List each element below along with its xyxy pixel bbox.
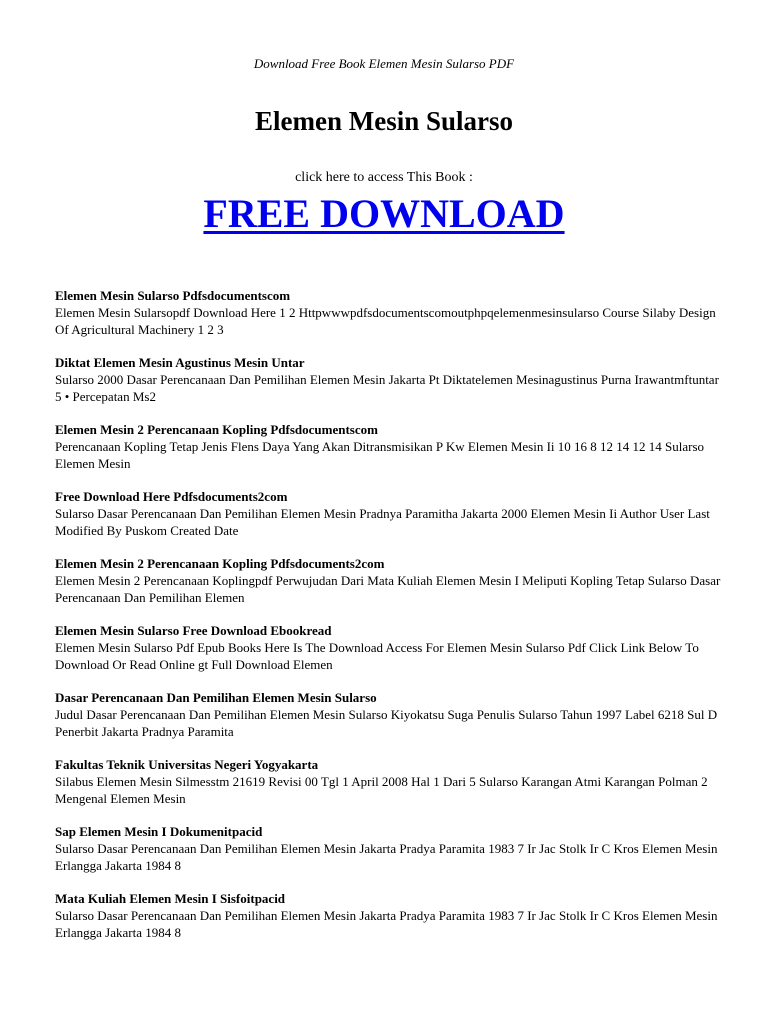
running-header: Download Free Book Elemen Mesin Sularso PDF — [253, 56, 515, 71]
entry-description: Elemen Mesin 2 Perencanaan Koplingpdf Perwujudan Dari Mata Kuliah Elemen Mesin I Meliputi Kopling Tetap Sularso Dasar Perencanaan Dan Pemilihan Elemen — [55, 573, 721, 605]
list-item — [55, 488, 725, 539]
list-item — [55, 622, 725, 673]
entry-title: Diktat Elemen Mesin Agustinus Mesin Untar — [55, 355, 305, 370]
entry-title: Fakultas Teknik Universitas Negeri Yogyakarta — [55, 757, 319, 772]
entry-description: Silabus Elemen Mesin Silmesstm 21619 Revisi 00 Tgl 1 April 2008 Hal 1 Dari 5 Sularso Karangan Atmi Karangan Polman 2 Mengenal Elemen Mesin — [55, 774, 708, 806]
entry-title: Elemen Mesin Sularso Free Download Ebookread — [55, 623, 332, 638]
entry-title: Dasar Perencanaan Dan Pemilihan Elemen Mesin Sularso — [55, 690, 377, 705]
entry-title: Sap Elemen Mesin I Dokumenitpacid — [55, 824, 263, 839]
list-item — [55, 354, 725, 405]
list-item — [55, 689, 725, 740]
list-item — [55, 756, 725, 807]
entry-description: Sularso Dasar Perencanaan Dan Pemilihan Elemen Mesin Pradnya Paramitha Jakarta 2000 Elemen Mesin Ii Author User Last Modified By Puskom Created Date — [55, 506, 710, 538]
entry-title: Elemen Mesin Sularso Pdfsdocumentscom — [55, 288, 291, 303]
entry-title: Elemen Mesin 2 Perencanaan Kopling Pdfsdocumentscom — [55, 422, 378, 437]
entry-description: Elemen Mesin Sularsopdf Download Here 1 2 Httpwwwpdfsdocumentscomoutphpqelemenmesinsularso Course Silaby Design Of Agricultural Machinery 1 2 3 — [55, 305, 716, 337]
list-item — [55, 890, 725, 941]
list-item — [55, 823, 725, 874]
list-item — [55, 421, 725, 472]
access-instruction: click here to access This Book : — [295, 170, 473, 185]
entry-description: Sularso 2000 Dasar Perencanaan Dan Pemilihan Elemen Mesin Jakarta Pt Diktatelemen Mesinagustinus Purna Irawantmftuntar 5 • Percepatan Ms2 — [55, 372, 719, 404]
entry-title: Elemen Mesin 2 Perencanaan Kopling Pdfsdocuments2com — [55, 556, 385, 571]
free-download-link[interactable]: FREE DOWNLOAD — [203, 191, 565, 236]
entry-title: Mata Kuliah Elemen Mesin I Sisfoitpacid — [55, 891, 286, 906]
list-item — [55, 555, 725, 606]
page-title: Elemen Mesin Sularso — [254, 106, 513, 136]
entry-description: Perencanaan Kopling Tetap Jenis Flens Daya Yang Akan Ditransmisikan P Kw Elemen Mesin Ii 10 16 8 12 14 12 14 Sularso Elemen Mesin — [55, 439, 705, 471]
list-item — [55, 287, 725, 338]
entry-description: Judul Dasar Perencanaan Dan Pemilihan Elemen Mesin Sularso Kiyokatsu Suga Penulis Sularso Tahun 1997 Label 6218 Sul D Penerbit Jakarta Pradnya Paramita — [55, 707, 718, 739]
entry-description: Elemen Mesin Sularso Pdf Epub Books Here Is The Download Access For Elemen Mesin Sularso Pdf Click Link Below To Download Or Read Online gt Full Download Elemen — [55, 640, 699, 672]
entry-description: Sularso Dasar Perencanaan Dan Pemilihan Elemen Mesin Jakarta Pradya Paramita 1983 7 Ir Jac Stolk Ir C Kros Elemen Mesin Erlangga Jakarta 1984 8 — [55, 841, 718, 873]
entry-title: Free Download Here Pdfsdocuments2com — [55, 489, 288, 504]
entry-description: Sularso Dasar Perencanaan Dan Pemilihan Elemen Mesin Jakarta Pradya Paramita 1983 7 Ir Jac Stolk Ir C Kros Elemen Mesin Erlangga Jakarta 1984 8 — [55, 908, 718, 940]
entry-list — [55, 287, 725, 957]
